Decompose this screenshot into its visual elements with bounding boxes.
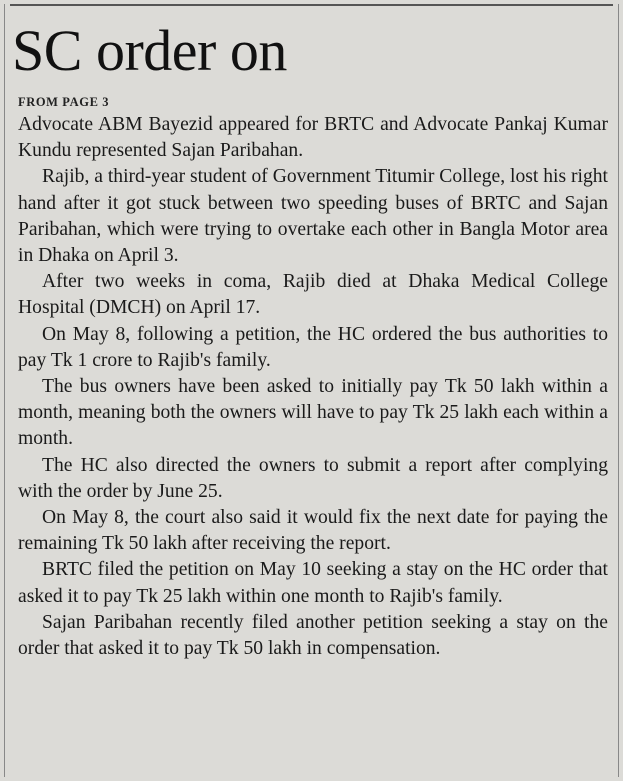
paragraph: Sajan Paribahan recently filed another petition seeking a stay on the order that asked it to pay Tk 50 lakh in compensation. xyxy=(18,611,608,660)
right-rule xyxy=(618,4,619,777)
paragraph: On May 8, following a petition, the HC ordered the bus authorities to pay Tk 1 crore to Rajib's family. xyxy=(18,323,608,371)
left-rule xyxy=(4,4,5,777)
continuation-kicker: FROM PAGE 3 xyxy=(18,95,110,109)
paragraph: Rajib, a third-year student of Government Titumir College, lost his right hand after it got stuck between two speeding buses of BRTC and Sajan Paribahan, which were trying to overtake each other in Bangla Motor area in Dhaka on April 3. xyxy=(18,166,608,267)
paragraph: The bus owners have been asked to initially pay Tk 50 lakh within a month, meaning both the owners will have to pay Tk 25 lakh each within a month. xyxy=(18,376,608,450)
paragraph: Advocate ABM Bayezid appeared for BRTC and Advocate Pankaj Kumar Kundu represented Sajan Paribahan. xyxy=(18,114,608,162)
paragraph: After two weeks in coma, Rajib died at Dhaka Medical College Hospital (DMCH) on April 17. xyxy=(18,271,608,319)
paragraph: On May 8, the court also said it would fix the next date for paying the remaining Tk 50 lakh after receiving the report. xyxy=(18,507,608,555)
article-body xyxy=(18,112,608,662)
paragraph: BRTC filed the petition on May 10 seeking a stay on the HC order that asked it to pay Tk 25 lakh within one month to Rajib's family. xyxy=(18,559,608,607)
headline: SC order on xyxy=(12,18,287,83)
paragraph: The HC also directed the owners to submit a report after complying with the order by June 25. xyxy=(18,454,608,502)
top-rule xyxy=(10,4,613,6)
